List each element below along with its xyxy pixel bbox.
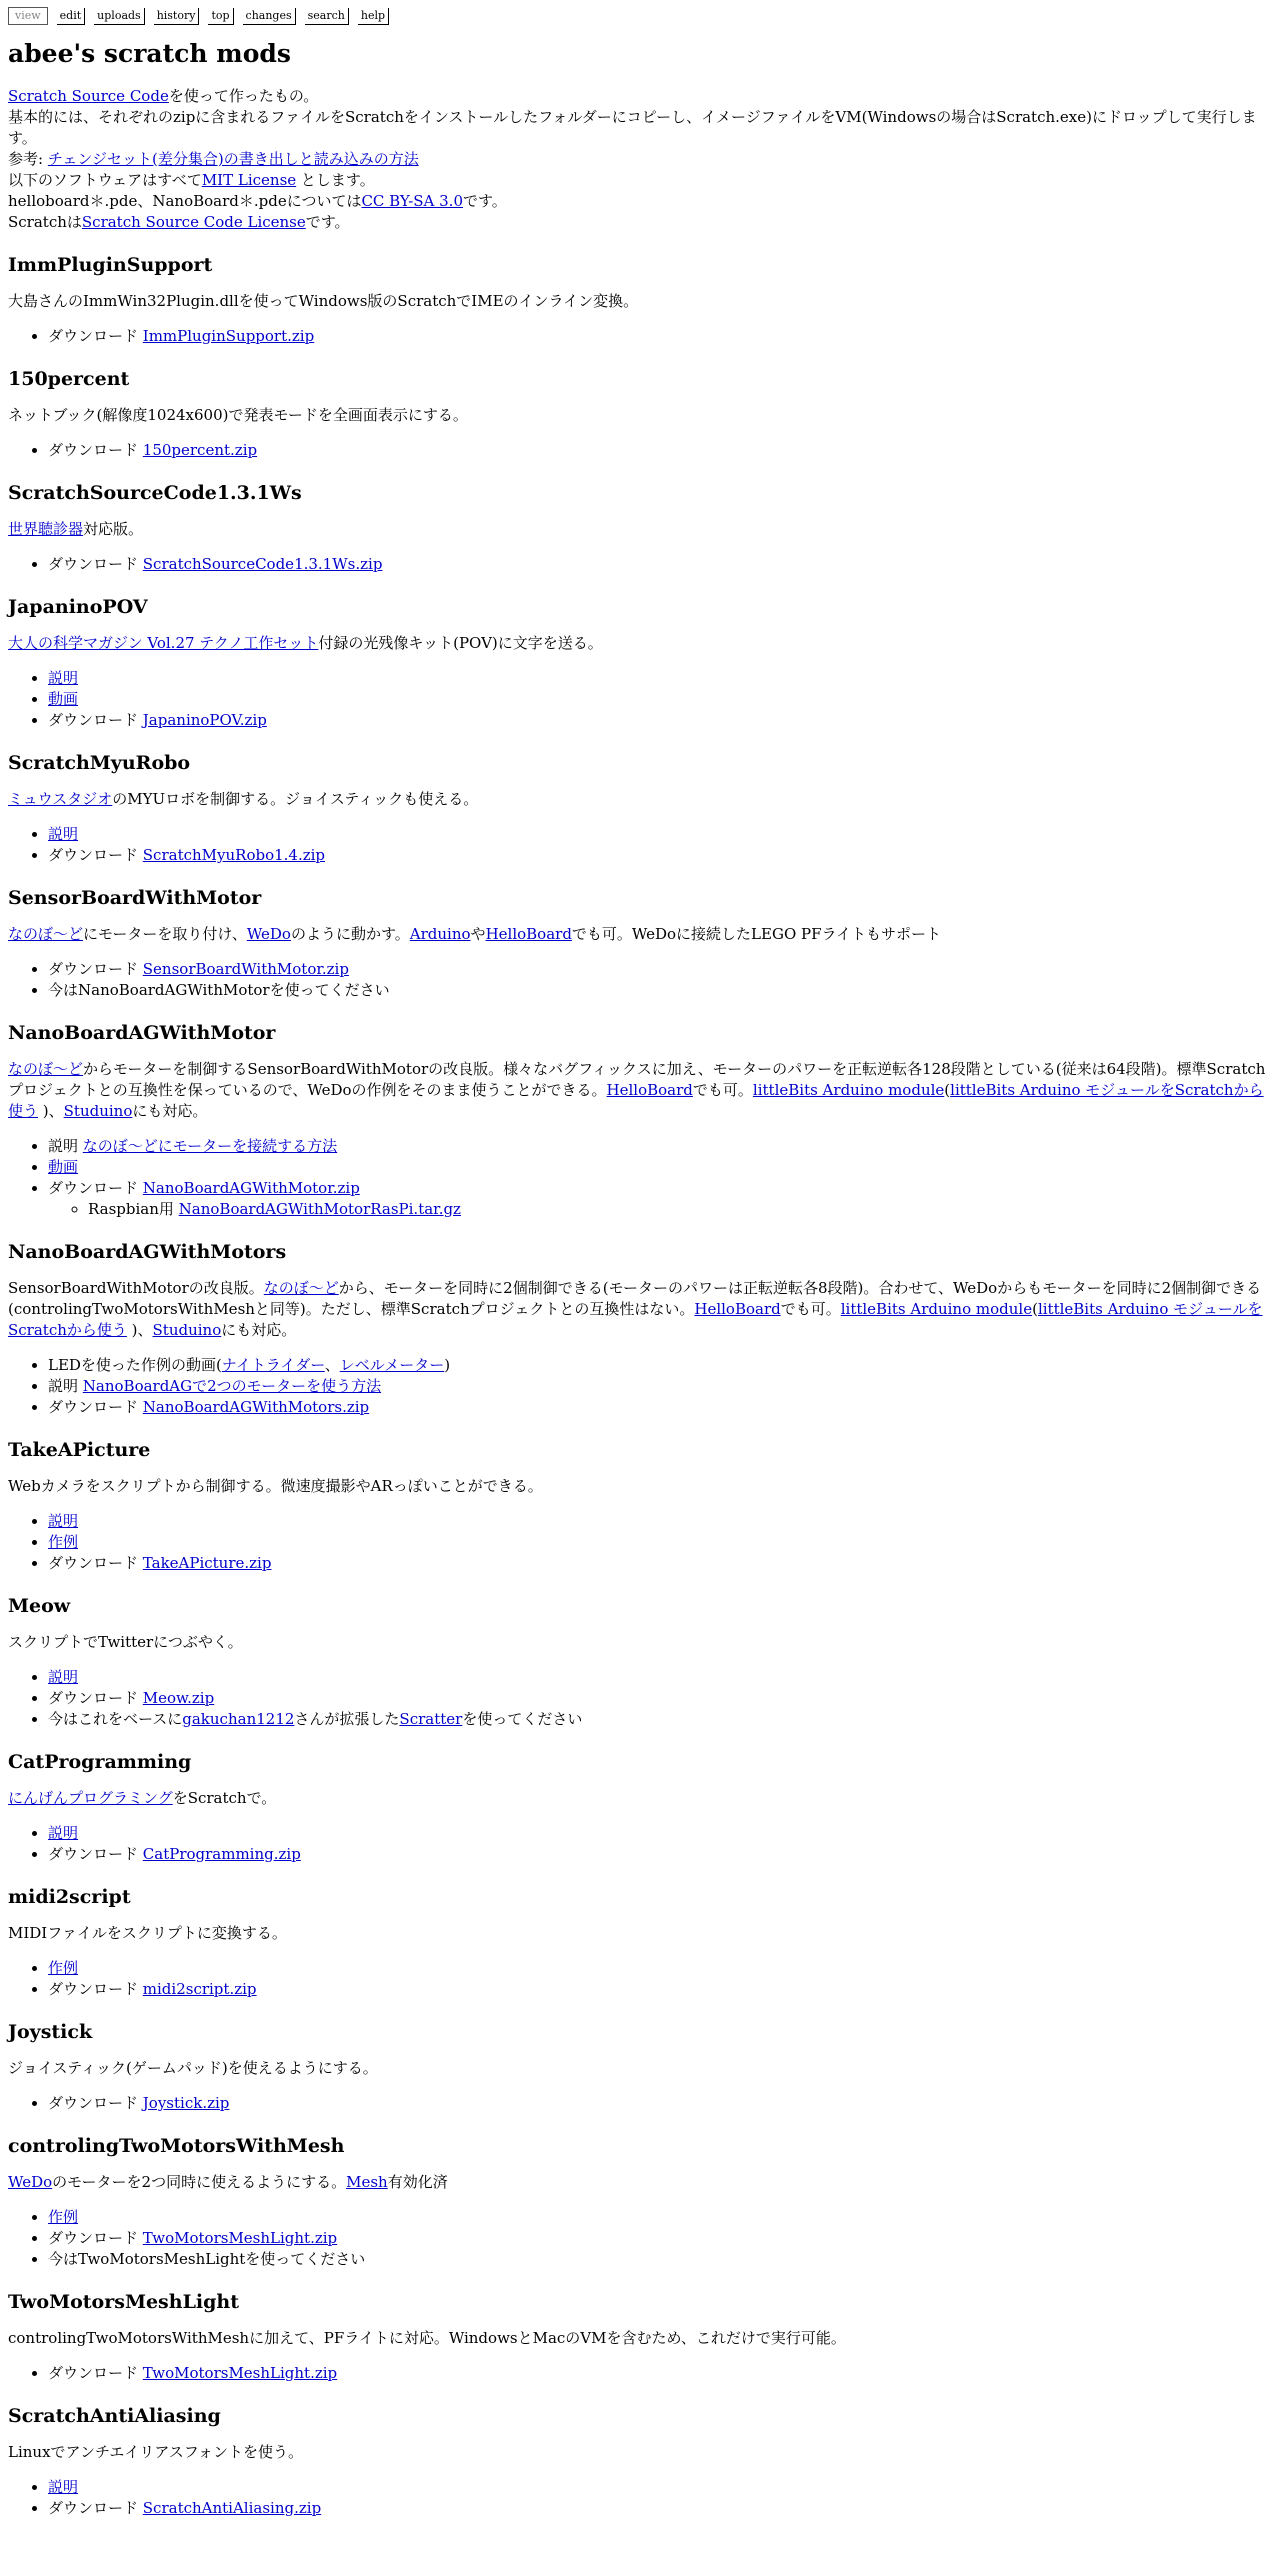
section-list (8, 1511, 1276, 1574)
section-heading: SensorBoardWithMotor (8, 887, 262, 909)
section-description: ミュウスタジオのMYUロボを制御する。ジョイスティックも使える。 (8, 790, 479, 808)
section-list (8, 1958, 1276, 2000)
list-item (48, 1157, 1276, 1178)
list-item (48, 1532, 1276, 1553)
section-description: 世界聴診器対応版。 (8, 520, 144, 538)
download-link[interactable]: NanoBoardAGWithMotor.zip (142, 1179, 360, 1197)
nav-changes[interactable]: changes (243, 8, 296, 25)
studuino-link[interactable]: Studuino (63, 1102, 133, 1120)
nanoboard-link[interactable]: なのぼ〜ど (8, 1060, 84, 1078)
download-link[interactable]: Meow.zip (142, 1689, 215, 1707)
knight-rider-link[interactable]: ナイトライダー (221, 1356, 325, 1374)
section-heading: ScratchAntiAliasing (8, 2405, 221, 2427)
list-item: ◦ Raspbian用 NanoBoardAGWithMotorRasPi.tar.gz (88, 1199, 1276, 1220)
download-link[interactable]: ScratchAntiAliasing.zip (142, 2499, 322, 2517)
wedo-link[interactable]: WeDo (8, 2173, 53, 2191)
two-motors-howto-link[interactable]: NanoBoardAGで2つのモーターを使う方法 (82, 1377, 382, 1395)
section-description: SensorBoardWithMotorの改良版。なのぼ〜どから、モーターを同時に2個制御できる(モーターのパワーは正転逆転各8段階)。合わせて、WeDoからもモーターを同時に2個制御できる(controlingTwoMotorsWithMeshと同等)。ただし、標準Scratchプロジェクトとの互換性はない。HelloBoardでも可。littleBits Arduino module(littleBits Arduino モジュールをScratchから使う )、Studuinoにも対応。 (8, 1279, 1263, 1339)
list-item: • ダウンロード JapaninoPOV.zip (48, 710, 1276, 731)
page-title: abee's scratch mods (8, 39, 291, 68)
nav-help[interactable]: help (358, 8, 389, 25)
sub-list (48, 1199, 1276, 1220)
wedo-link[interactable]: WeDo (246, 925, 291, 943)
section-heading: ScratchSourceCode1.3.1Ws (8, 482, 302, 504)
nav-edit[interactable]: edit (57, 8, 86, 25)
list-item: • ダウンロード NanoBoardAGWithMotor.zip ◦ Raspbian用 NanoBoardAGWithMotorRasPi.tar.gz (48, 1178, 1276, 1220)
section-heading: Joystick (8, 2021, 93, 2043)
motor-connect-link[interactable]: なのぼ～どにモーターを接続する方法 (82, 1137, 338, 1155)
explanation-link[interactable]: 説明 (48, 2478, 79, 2496)
scratch-source-code-link[interactable]: Scratch Source Code (8, 87, 169, 105)
section-description: なのぼ〜どにモーターを取り付け、WeDoのように動かす。ArduinoやHelloBoardでも可。WeDoに接続したLEGO PFライトもサポート (8, 925, 942, 943)
mit-license-link[interactable]: MIT License (201, 171, 297, 189)
changeset-link[interactable]: チェンジセット(差分集合)の書き出しと読み込みの方法 (47, 150, 419, 168)
download-link[interactable]: Joystick.zip (142, 2094, 230, 2112)
example-link[interactable]: 作例 (48, 1533, 79, 1551)
list-item: • 今はTwoMotorsMeshLightを使ってください (48, 2249, 1276, 2270)
list-item: • ダウンロード ScratchAntiAliasing.zip (48, 2498, 1276, 2519)
intro: Scratch Source Codeを使って作ったもの。 基本的には、それぞれのzipに含まれるファイルをScratchをインストールしたフォルダーにコピーし、イメージファイルをVM(Windowsの場合はScratch.exe)にドロップして実行します。 参考: チェンジセット(差分集合)の書き出しと読み込みの方法 以下のソフトウェアはすべてMIT License とします。 helloboard＊.pde、NanoBoard＊.pdeについてはCC BY-SA 3.0です。 ScratchはScratch Source Code Licenseです。 (8, 87, 1257, 231)
section-description: Linuxでアンチエイリアスフォントを使う。 (8, 2443, 303, 2461)
explanation-link[interactable]: 説明 (48, 1668, 79, 1686)
list-item: • ダウンロード NanoBoardAGWithMotors.zip (48, 1397, 1276, 1418)
list-item: • 今はこれをベースにgakuchan1212さんが拡張したScratterを使ってください (48, 1709, 1276, 1730)
list-item (48, 2207, 1276, 2228)
section-heading: JapaninoPOV (8, 596, 148, 618)
list-item: • 今はNanoBoardAGWithMotorを使ってください (48, 980, 1276, 1001)
list-item: • 説明 NanoBoardAGで2つのモーターを使う方法 (48, 1376, 1276, 1397)
section-description: Webカメラをスクリプトから制御する。微速度撮影やARっぽいことができる。 (8, 1477, 543, 1495)
section-list (8, 824, 1276, 866)
section-heading: TwoMotorsMeshLight (8, 2291, 240, 2313)
section-heading: ImmPluginSupport (8, 254, 213, 276)
list-item: • LEDを使った作例の動画(ナイトライダー、レベルメーター) (48, 1355, 1276, 1376)
example-link[interactable]: 作例 (48, 1959, 79, 1977)
download-link[interactable]: TwoMotorsMeshLight.zip (142, 2229, 338, 2247)
download-link[interactable]: SensorBoardWithMotor.zip (142, 960, 349, 978)
littlebits-arduino-link[interactable]: littleBits Arduino module (840, 1300, 1033, 1318)
list-item: • ダウンロード SensorBoardWithMotor.zip (48, 959, 1276, 980)
section-heading: controlingTwoMotorsWithMesh (8, 2135, 345, 2157)
arduino-link[interactable]: Arduino (409, 925, 471, 943)
littlebits-scratch-link[interactable]: littleBits Arduino モジュールをScratchから使う (8, 1300, 1263, 1339)
section-description: なのぼ〜どからモーターを制御するSensorBoardWithMotorの改良版。様々なバグフィックスに加え、モーターのパワーを正転逆転各128段階としている(従来は64段階)。標準Scratchプロジェクトとの互換性を保っているので、WeDoの作例をそのまま使うことができる。HelloBoardでも可。littleBits Arduino module(littleBits Arduino モジュールをScratchから使う )、Studuinoにも対応。 (8, 1060, 1266, 1120)
download-link[interactable]: ImmPluginSupport.zip (142, 327, 315, 345)
list-item (48, 689, 1276, 710)
download-link[interactable]: midi2script.zip (142, 1980, 257, 1998)
list-item (48, 2477, 1276, 2498)
section-list (8, 2207, 1276, 2270)
list-item (48, 668, 1276, 689)
explanation-link[interactable]: 説明 (48, 1824, 79, 1842)
example-link[interactable]: 作例 (48, 2208, 79, 2226)
nanoboard-link[interactable]: なのぼ〜ど (263, 1279, 339, 1297)
list-item (48, 1823, 1276, 1844)
studuino-link[interactable]: Studuino (152, 1321, 222, 1339)
nav-history[interactable]: history (154, 8, 200, 25)
list-item: • ダウンロード ScratchMyuRobo1.4.zip (48, 845, 1276, 866)
explanation-link[interactable]: 説明 (48, 825, 79, 843)
section-description: ジョイスティック(ゲームパッド)を使えるようにする。 (8, 2059, 378, 2077)
section-description: 大人の科学マガジン Vol.27 テクノ工作セット付録の光残像キット(POV)に文字を送る。 (8, 634, 603, 652)
section-description: にんげんプログラミングをScratchで。 (8, 1789, 277, 1807)
raspbian-download-link[interactable]: NanoBoardAGWithMotorRasPi.tar.gz (178, 1200, 461, 1218)
section-heading: midi2script (8, 1886, 131, 1908)
nav-view[interactable]: view (8, 7, 48, 25)
nav-search[interactable]: search (305, 8, 349, 25)
section-description: ネットブック(解像度1024x600)で発表モードを全画面表示にする。 (8, 406, 468, 424)
section-heading: NanoBoardAGWithMotor (8, 1022, 276, 1044)
mesh-link[interactable]: Mesh (346, 2173, 388, 2191)
list-item: • ダウンロード Joystick.zip (48, 2093, 1276, 2114)
section-list (8, 1823, 1276, 1865)
download-link[interactable]: ScratchMyuRobo1.4.zip (142, 846, 326, 864)
section-heading: CatProgramming (8, 1751, 192, 1773)
list-item: • ダウンロード ScratchSourceCode1.3.1Ws.zip (48, 554, 1276, 575)
section-description: controlingTwoMotorsWithMeshに加えて、PFライトに対応。WindowsとMacのVMを含むため、これだけで実行可能。 (8, 2329, 846, 2347)
section-description: MIDIファイルをスクリプトに変換する。 (8, 1924, 287, 1942)
littlebits-scratch-link[interactable]: littleBits Arduino モジュールをScratchから使う (8, 1081, 1264, 1120)
top-nav (8, 6, 1276, 28)
explanation-link[interactable]: 説明 (48, 1512, 79, 1530)
list-item: • 説明 なのぼ～どにモーターを接続する方法 (48, 1136, 1276, 1157)
section-list (8, 2093, 1276, 2114)
download-link[interactable]: CatProgramming.zip (142, 1845, 301, 1863)
section-heading: Meow (8, 1595, 71, 1617)
section-list (8, 668, 1276, 731)
list-item: • ダウンロード TwoMotorsMeshLight.zip (48, 2363, 1276, 2384)
list-item (48, 1511, 1276, 1532)
download-link[interactable]: ScratchSourceCode1.3.1Ws.zip (142, 555, 383, 573)
gakuchan-link[interactable]: gakuchan1212 (182, 1710, 295, 1728)
helloboard-link[interactable]: HelloBoard (485, 925, 572, 943)
helloboard-link[interactable]: HelloBoard (694, 1300, 781, 1318)
littlebits-arduino-link[interactable]: littleBits Arduino module (752, 1081, 945, 1099)
section-heading: 150percent (8, 368, 130, 390)
myu-studio-link[interactable]: ミュウスタジオ (8, 790, 113, 808)
scratch-license-link[interactable]: Scratch Source Code License (81, 213, 306, 231)
download-link[interactable]: NanoBoardAGWithMotors.zip (142, 1398, 370, 1416)
section-list (8, 2363, 1276, 2384)
list-item: • ダウンロード ImmPluginSupport.zip (48, 326, 1276, 347)
video-link[interactable]: 動画 (48, 1158, 79, 1176)
section-heading: ScratchMyuRobo (8, 752, 191, 774)
list-item: • ダウンロード midi2script.zip (48, 1979, 1276, 2000)
section-list (8, 440, 1276, 461)
list-item (48, 1958, 1276, 1979)
section-list (8, 554, 1276, 575)
cc-by-sa-link[interactable]: CC BY-SA 3.0 (361, 192, 463, 210)
list-item: • ダウンロード CatProgramming.zip (48, 1844, 1276, 1865)
list-item: • ダウンロード 150percent.zip (48, 440, 1276, 461)
explanation-link[interactable]: 説明 (48, 669, 79, 687)
video-link[interactable]: 動画 (48, 690, 79, 708)
list-item (48, 824, 1276, 845)
section-list (8, 1667, 1276, 1730)
list-item: • ダウンロード TakeAPicture.zip (48, 1553, 1276, 1574)
list-item (48, 1667, 1276, 1688)
section-list (8, 326, 1276, 347)
download-link[interactable]: 150percent.zip (142, 441, 258, 459)
download-link[interactable]: JapaninoPOV.zip (142, 711, 267, 729)
section-list (8, 959, 1276, 1001)
list-item: • ダウンロード TwoMotorsMeshLight.zip (48, 2228, 1276, 2249)
helloboard-link[interactable]: HelloBoard (606, 1081, 693, 1099)
section-description: スクリプトでTwitterにつぶやく。 (8, 1633, 243, 1651)
download-link[interactable]: TakeAPicture.zip (142, 1554, 272, 1572)
section-description: 大島さんのImmWin32Plugin.dllを使ってWindows版のScratchでIMEのインライン変換。 (8, 292, 639, 310)
nav-uploads[interactable]: uploads (94, 8, 145, 25)
section-list (8, 1355, 1276, 1418)
ningen-programming-link[interactable]: にんげんプログラミング (8, 1789, 173, 1807)
nanoboard-link[interactable]: なのぼ〜ど (8, 925, 84, 943)
section-heading: NanoBoardAGWithMotors (8, 1241, 287, 1263)
scratter-link[interactable]: Scratter (399, 1710, 463, 1728)
level-meter-link[interactable]: レベルメーター (339, 1356, 445, 1374)
download-link[interactable]: TwoMotorsMeshLight.zip (142, 2364, 338, 2382)
nav-top[interactable]: top (208, 8, 233, 25)
section-list (8, 2477, 1276, 2519)
section-list (8, 1136, 1276, 1220)
section-description: WeDoのモーターを2つ同時に使えるようにする。Mesh有効化済 (8, 2173, 448, 2191)
otona-no-kagaku-link[interactable]: 大人の科学マガジン Vol.27 テクノ工作セット (8, 634, 319, 652)
section-heading: TakeAPicture (8, 1439, 151, 1461)
sekai-choshinki-link[interactable]: 世界聴診器 (8, 520, 84, 538)
list-item: • ダウンロード Meow.zip (48, 1688, 1276, 1709)
